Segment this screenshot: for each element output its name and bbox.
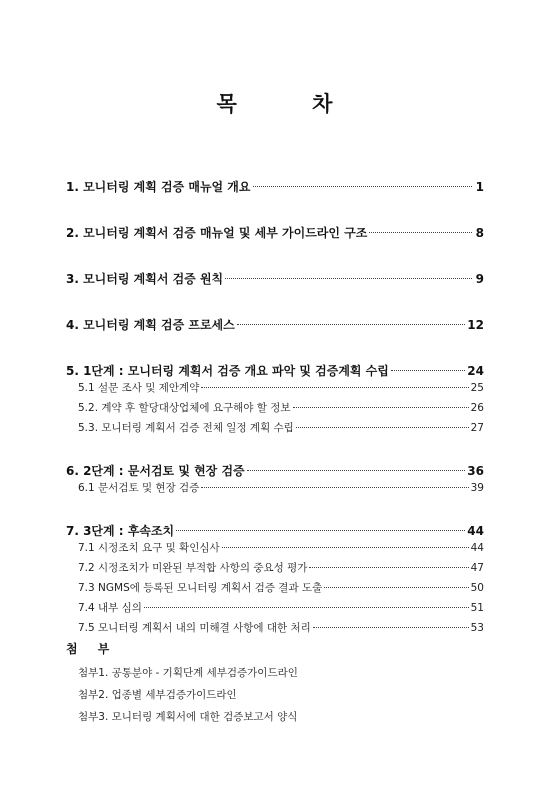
dot-leader (313, 627, 469, 628)
toc-entry-7[interactable] (66, 522, 484, 540)
table-of-contents (66, 178, 484, 640)
toc-entry-6[interactable] (66, 462, 484, 480)
toc-subentry-label: 5.3. 모니터링 계획서 검증 전체 일정 계획 수립 (78, 422, 294, 434)
toc-entry-page: 8 (475, 226, 484, 240)
dot-leader (225, 278, 472, 279)
toc-subentry-5-2[interactable] (66, 400, 484, 420)
dot-leader (201, 387, 468, 388)
dot-leader (309, 567, 468, 568)
toc-subentry-label: 7.5 모니터링 계획서 내의 미해결 사항에 대한 처리 (78, 622, 311, 634)
toc-entry-label: 5. 1단계 : 모니터링 계획서 검증 개요 파악 및 검증계획 수립 (66, 364, 389, 378)
toc-entry-label: 7. 3단계 : 후속조치 (66, 524, 175, 538)
appendix-item-2[interactable]: 첨부2. 업종별 세부검증가이드라인 (78, 689, 237, 701)
toc-subentry-page: 47 (470, 562, 484, 574)
appendix-item-3[interactable]: 첨부3. 모니터링 계획서에 대한 검증보고서 양식 (78, 711, 298, 723)
toc-entry-label: 3. 모니터링 계획서 검증 원칙 (66, 272, 224, 286)
dot-leader (253, 186, 473, 187)
toc-subentry-page: 27 (470, 422, 484, 434)
toc-entry-1[interactable] (66, 178, 484, 196)
toc-subentry-7-5[interactable] (66, 620, 484, 640)
toc-entry-label: 1. 모니터링 계획 검증 매뉴얼 개요 (66, 180, 251, 194)
toc-subentry-page: 26 (470, 402, 484, 414)
toc-subentry-6-1[interactable] (66, 480, 484, 500)
toc-entry-page: 9 (475, 272, 484, 286)
toc-subentry-page: 44 (470, 542, 484, 554)
toc-entry-4[interactable] (66, 316, 484, 334)
dot-leader (296, 427, 469, 428)
toc-entry-label: 6. 2단계 : 문서검토 및 현장 검증 (66, 464, 245, 478)
dot-leader (176, 530, 465, 531)
toc-subentry-7-1[interactable] (66, 540, 484, 560)
toc-subentry-5-1[interactable] (66, 380, 484, 400)
toc-subentry-label: 5.1 설문 조사 및 제안계약 (78, 382, 200, 394)
dot-leader (369, 232, 472, 233)
dot-leader (201, 487, 468, 488)
dot-leader (222, 547, 469, 548)
dot-leader (324, 587, 468, 588)
toc-subentry-page: 51 (470, 602, 484, 614)
toc-entry-page: 24 (467, 364, 484, 378)
toc-subentry-page: 25 (470, 382, 484, 394)
toc-subentry-label: 5.2. 계약 후 할당대상업체에 요구해야 할 정보 (78, 402, 291, 414)
dot-leader (237, 324, 466, 325)
toc-entry-3[interactable] (66, 270, 484, 288)
toc-subentry-7-2[interactable] (66, 560, 484, 580)
appendix-title: 첨 부 (66, 642, 118, 656)
toc-subentry-label: 6.1 문서검토 및 현장 검증 (78, 482, 200, 494)
toc-subentry-5-3[interactable] (66, 420, 484, 440)
toc-subentry-label: 7.3 NGMS에 등록된 모니터링 계획서 검증 결과 도출 (78, 582, 323, 594)
toc-entry-page: 44 (467, 524, 484, 538)
dot-leader (144, 607, 469, 608)
dot-leader (247, 470, 466, 471)
dot-leader (391, 370, 465, 371)
toc-subentry-label: 7.2 시정조치가 미완된 부적합 사항의 중요성 평가 (78, 562, 308, 574)
toc-entry-label: 4. 모니터링 계획 검증 프로세스 (66, 318, 235, 332)
toc-subentry-label: 7.4 내부 심의 (78, 602, 142, 614)
toc-subentry-label: 7.1 시정조치 요구 및 확인심사 (78, 542, 220, 554)
toc-subentry-page: 39 (470, 482, 484, 494)
page-title: 목 차 (216, 92, 367, 116)
toc-entry-label: 2. 모니터링 계획서 검증 매뉴얼 및 세부 가이드라인 구조 (66, 226, 368, 240)
toc-subentry-7-4[interactable] (66, 600, 484, 620)
toc-entry-page: 1 (475, 180, 484, 194)
toc-subentry-page: 53 (470, 622, 484, 634)
toc-subentry-7-3[interactable] (66, 580, 484, 600)
toc-entry-page: 12 (467, 318, 484, 332)
dot-leader (293, 407, 469, 408)
appendix-item-1[interactable]: 첨부1. 공통분야 - 기획단계 세부검증가이드라인 (78, 667, 298, 679)
appendix-section (66, 640, 298, 731)
toc-entry-page: 36 (467, 464, 484, 478)
toc-entry-2[interactable] (66, 224, 484, 242)
toc-subentry-page: 50 (470, 582, 484, 594)
toc-entry-5[interactable] (66, 362, 484, 380)
